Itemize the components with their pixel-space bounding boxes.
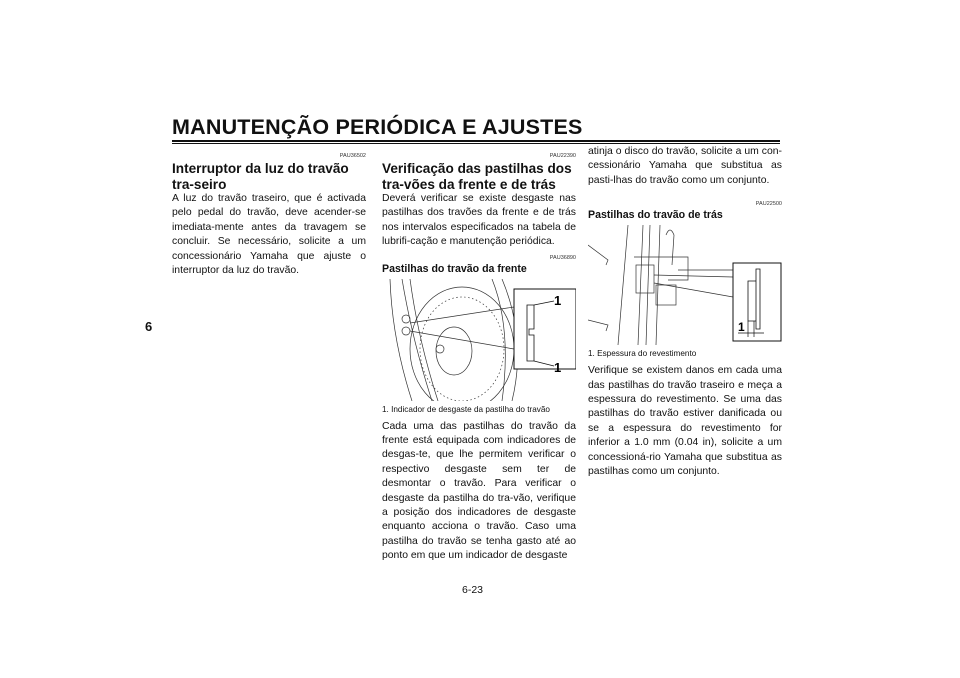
column-3 [588, 145, 782, 479]
figure-callout: 1 [554, 292, 562, 308]
section-code: PAU36502 [339, 153, 366, 159]
section-heading: Verificação das pastilhas dos tra-vões da frente e de trás [382, 161, 572, 192]
front-brake-illustration [382, 279, 576, 401]
paragraph: Verifique se existem danos em cada uma das pastilhas do travão traseiro e meça a espessura do revestimento. Se uma das pastilhas do travão estiver danificada ou se a espessura do revestimento for inferior a 1.0 mm (0.04 in), solicite a um concessioná-rio Yamaha que substitua as pastilhas como um conjunto. [588, 365, 782, 478]
figure-caption: 1. Indicador de desgaste da pastilha do travão [382, 404, 550, 414]
paragraph: Cada uma das pastilhas do travão da frente está equipada com indicadores de desgas-te, que lhe permitem verificar o respectivo desgaste sem ter de desmontar o travão. Para verificar o desgaste da pastilha do tra-vão, verifique a posição dos indicadores de desgaste enquanto acciona o travão. Caso uma pastilha do travão se tenha gasto até ao ponto em que um indicador de desgaste [382, 420, 576, 562]
column-1 [172, 152, 366, 278]
page-title: MANUTENÇÃO PERIÓDICA E AJUSTES [172, 115, 583, 139]
section-code: PAU22500 [755, 201, 782, 208]
rear-brake-illustration [588, 225, 782, 345]
chapter-tab: 6 [145, 319, 153, 334]
figure-callout: 1 [554, 359, 562, 375]
section-heading: Interruptor da luz do travão tra-seiro [172, 161, 349, 192]
column-2 [382, 152, 576, 564]
figure-caption: 1. Espessura do revestimento [588, 349, 697, 359]
page-number: 6-23 [462, 584, 484, 596]
subheading: Pastilhas do travão da frente [382, 262, 527, 275]
header-rule-thin [172, 143, 780, 144]
subheading: Pastilhas do travão de trás [588, 209, 723, 222]
header-rule [172, 140, 780, 142]
paragraph: Deverá verificar se existe desgaste nas pastilhas dos travões da frente e de trás nos intervalos especificados na tabela de lubrifi-cação e manutenção periódica. [382, 193, 576, 248]
paragraph: A luz do travão traseiro, que é activada pelo pedal do travão, deve acender-se imediata-mente antes da travagem se concluir. Se necessário, solicite a um concessionário Yamaha que ajuste o interruptor da luz do travão. [172, 193, 366, 277]
section-code: PAU36890 [549, 254, 576, 261]
section-code: PAU22390 [549, 153, 576, 159]
figure-callout: 1 [738, 320, 745, 335]
paragraph: atinja o disco do travão, solicite a um con-cessionário Yamaha que substitua as pasti-lhas do travão como um conjunto. [588, 146, 782, 186]
